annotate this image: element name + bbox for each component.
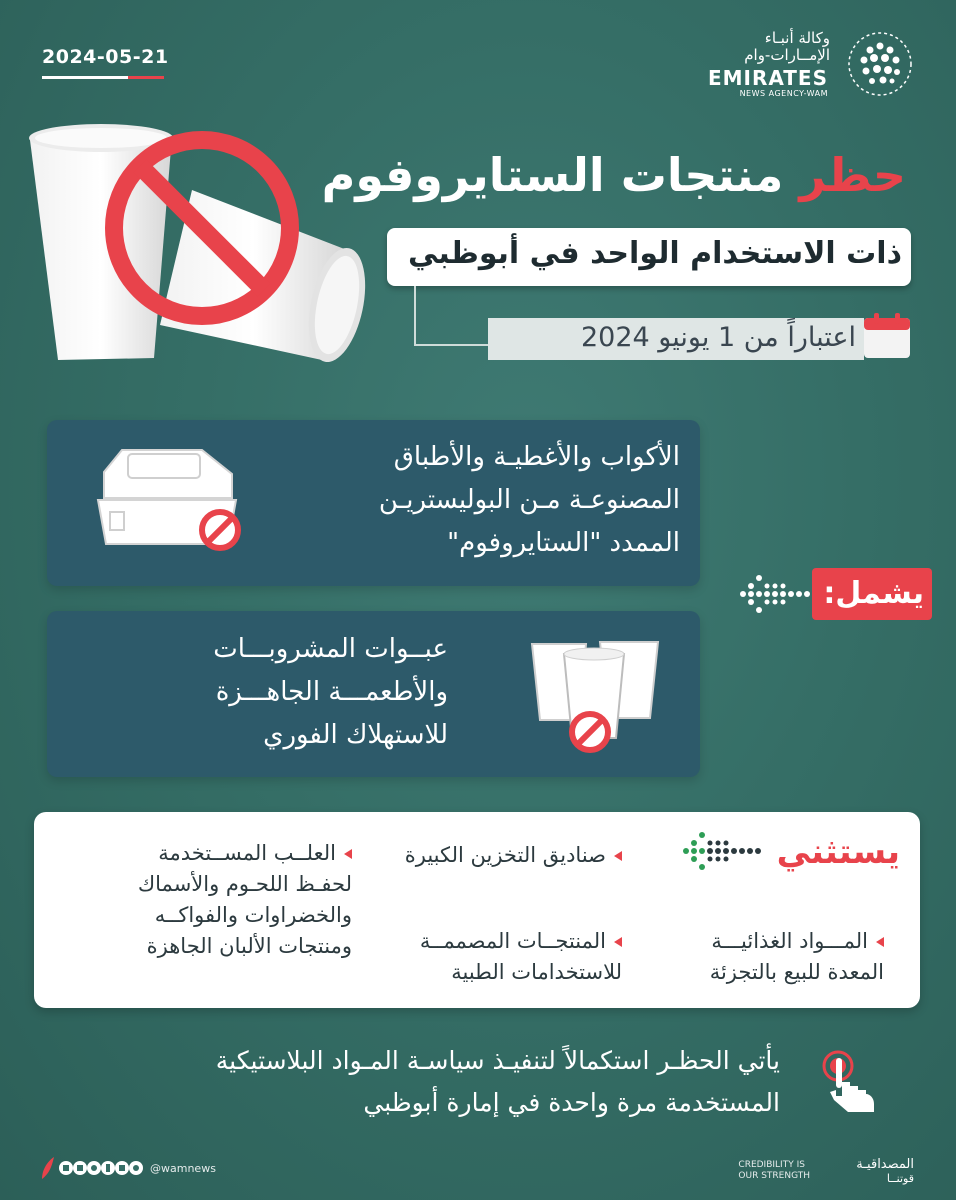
effective-date: اعتباراً من 1 يونيو 2024	[580, 322, 856, 353]
logo-english: EMIRATES	[707, 66, 828, 90]
logo-arabic	[744, 30, 830, 64]
hand-pointer-icon	[818, 1046, 892, 1120]
date-label: 2024-05-21	[42, 46, 169, 68]
social-icons	[58, 1159, 148, 1177]
exception-item-food-line2: المعدة للبيع بالتجزئة	[709, 960, 884, 984]
styrofoam-cups-ban-image	[22, 110, 372, 390]
social-handle: @wamnews	[150, 1162, 216, 1175]
includes-item-2-line2: والأطعمـــة الجاهـــزة	[215, 677, 448, 707]
includes-item-2-line1: عبــوات المشروبـــات	[213, 634, 448, 664]
exception-item-medical	[420, 926, 622, 988]
page-title	[322, 148, 906, 202]
credibility-arabic: المصداقيـة	[856, 1157, 914, 1172]
foam-cups-icon	[528, 628, 664, 758]
includes-item-1-line1: الأكواب والأغطيـة والأطباق	[393, 442, 680, 472]
brand-mark-icon	[40, 1155, 56, 1181]
includes-item-1-line3: الممدد "الستايروفوم"	[447, 528, 680, 558]
calendar-icon	[862, 312, 912, 360]
credibility-en-line2: OUR STRENGTH	[738, 1171, 810, 1181]
bullet-icon	[876, 937, 884, 947]
exception-item-containers	[138, 838, 352, 962]
logo-arabic-line1: وكالة أنبـاء	[764, 29, 830, 47]
exception-item-storage-line1: صناديق التخزين الكبيرة	[404, 843, 606, 867]
title-white-part: منتجات الستايروفوم	[321, 148, 784, 202]
exception-item-food	[710, 926, 884, 988]
exception-item-containers-line2: لحفـظ اللحـوم والأسماك	[137, 872, 352, 896]
policy-note	[216, 1040, 780, 1124]
connector-line	[414, 286, 490, 346]
foam-container-icon	[92, 440, 242, 560]
bullet-icon	[614, 937, 622, 947]
wam-logo-icon	[846, 30, 914, 98]
logo-arabic-line2: الإمــارات-وام	[744, 46, 830, 64]
exceptions-label: يستثني	[776, 832, 900, 872]
exception-item-storage	[405, 840, 622, 871]
includes-item-2-line3: للاستهلاك الفوري	[263, 720, 448, 750]
credibility-en-line1: CREDIBILITY IS	[738, 1160, 805, 1170]
policy-note-line1: يأتي الحظـر استكمالاً لتنفيـذ سياسـة المـواد البلاستيكية	[215, 1046, 780, 1075]
includes-item-2	[213, 628, 448, 757]
exception-item-food-line1: المـــواد الغذائيـــة	[711, 929, 868, 953]
includes-item-1-line2: المصنوعـة مـن البوليستريـن	[378, 485, 680, 515]
includes-label: يشمل:	[823, 576, 924, 611]
dotted-arrow-left-icon	[735, 568, 815, 620]
exception-item-containers-line4: ومنتجات الألبان الجاهزة	[146, 934, 352, 958]
exception-item-containers-line1: العلــب المســتخدمة	[158, 841, 336, 865]
exception-item-containers-line3: والخضراوات والفواكــه	[154, 903, 352, 927]
credibility-english	[738, 1160, 810, 1182]
exception-item-medical-line1: المنتجــات المصممــة	[419, 929, 606, 953]
exception-item-medical-line2: للاستخدامات الطبية	[451, 960, 622, 984]
title-red-part: حظر	[799, 148, 906, 202]
bullet-icon	[614, 851, 622, 861]
subtitle: ذات الاستخدام الواحد في أبوظبي	[408, 236, 902, 271]
policy-note-line2: المستخدمة مرة واحدة في إمارة أبوظبي	[363, 1088, 780, 1117]
date-underline	[42, 76, 164, 79]
includes-item-1	[379, 436, 680, 565]
dotted-arrow-left-icon	[678, 826, 764, 876]
credibility-arabic-sub: قوتنــا	[886, 1172, 914, 1185]
bullet-icon	[344, 849, 352, 859]
logo-english-sub: NEWS AGENCY-WAM	[739, 89, 828, 98]
